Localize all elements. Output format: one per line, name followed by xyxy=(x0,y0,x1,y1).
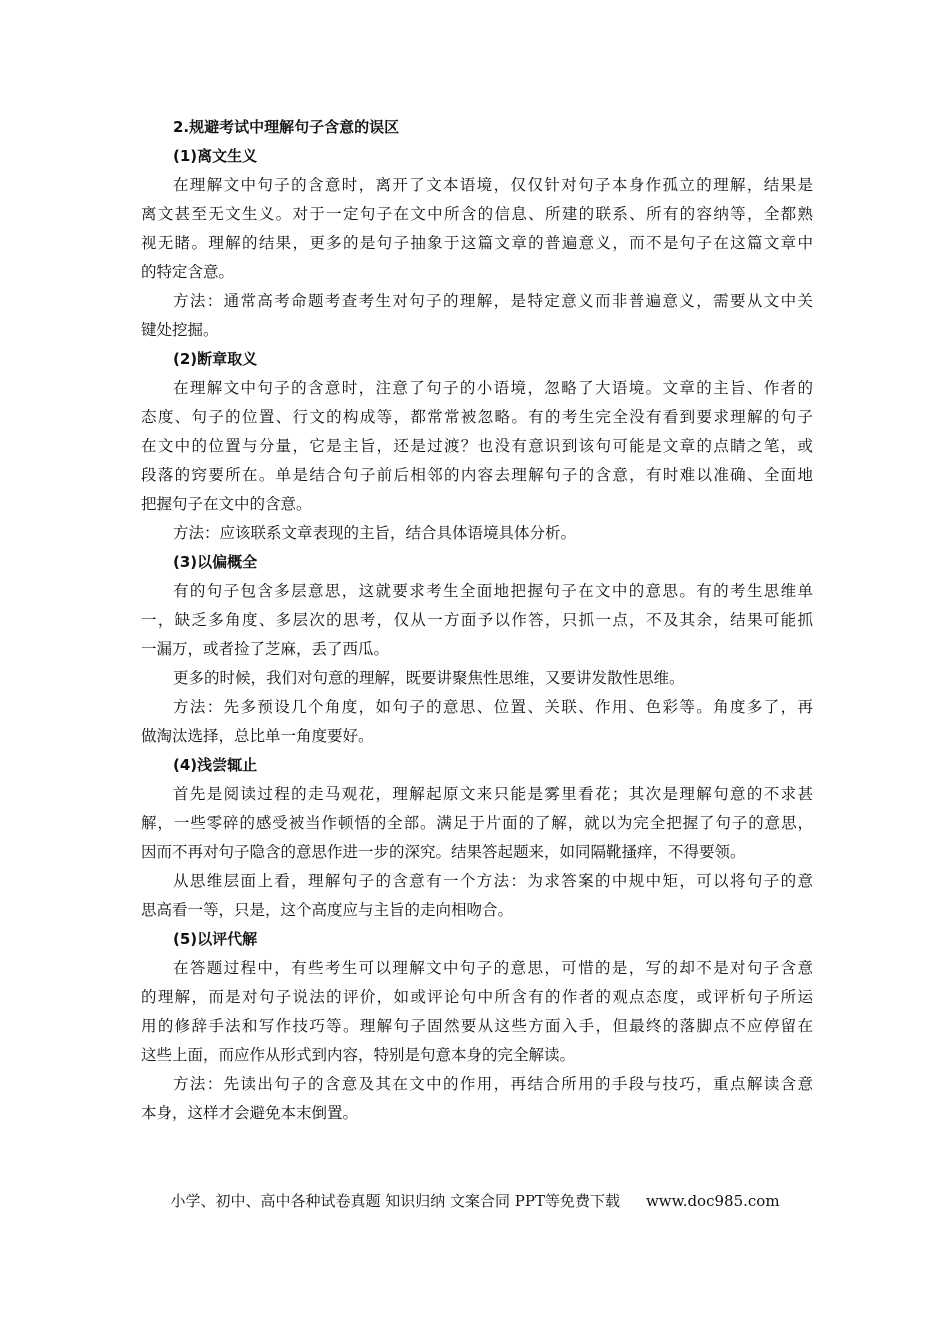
paragraph-line: 思高看一等，只是，这个高度应与主旨的走向相吻合。 xyxy=(141,901,514,919)
paragraph-line: 做淘汰选择，总比单一角度要好。 xyxy=(141,727,374,745)
section-heading: (2)断章取义 xyxy=(173,350,258,368)
paragraph-line: 在理解文中句子的含意时，离开了文本语境，仅仅针对句子本身作孤立的理解，结果是 xyxy=(173,176,813,194)
paragraph-line: 方法：应该联系文章表现的主旨，结合具体语境具体分析。 xyxy=(173,524,577,542)
paragraph-line: 有的句子包含多层意思，这就要求考生全面地把握句子在文中的意思。有的考生思维单 xyxy=(173,582,813,600)
page-footer xyxy=(0,1190,950,1212)
paragraph-line: 这些上面，而应作从形式到内容，特别是句意本身的完全解读。 xyxy=(141,1046,576,1064)
paragraph-line: 的理解，而是对句子说法的评价，如或评论句中所含有的作者的观点态度，或评析句子所运 xyxy=(141,988,813,1006)
section-title: 2.规避考试中理解句子含意的误区 xyxy=(173,118,400,136)
paragraph-line: 更多的时候，我们对句意的理解，既要讲聚焦性思维，又要讲发散性思维。 xyxy=(173,669,685,687)
paragraph-line: 用的修辞手法和写作技巧等。理解句子固然要从这些方面入手，但最终的落脚点不应停留在 xyxy=(141,1017,813,1035)
paragraph-line: 首先是阅读过程的走马观花，理解起原文来只能是雾里看花；其次是理解句意的不求甚 xyxy=(173,785,813,803)
paragraph-line: 从思维层面上看，理解句子的含意有一个方法：为求答案的中规中矩，可以将句子的意 xyxy=(173,872,813,890)
paragraph-line: 视无睹。理解的结果，更多的是句子抽象于这篇文章的普遍意义，而不是句子在这篇文章中 xyxy=(141,234,813,252)
paragraph-line: 在文中的位置与分量，它是主旨，还是过渡？也没有意识到该句可能是文章的点睛之笔，或 xyxy=(141,437,813,455)
paragraph-line: 的特定含意。 xyxy=(141,263,235,281)
paragraph-line: 在理解文中句子的含意时，注意了句子的小语境，忽略了大语境。文章的主旨、作者的 xyxy=(173,379,813,397)
paragraph-line: 一，缺乏多角度、多层次的思考，仅从一方面予以作答，只抓一点，不及其余，结果可能抓 xyxy=(141,611,813,629)
paragraph-line: 态度、句子的位置、行文的构成等，都常常被忽略。有的考生完全没有看到要求理解的句子 xyxy=(141,408,813,426)
paragraph-line: 方法：先读出句子的含意及其在文中的作用，再结合所用的手段与技巧，重点解读含意 xyxy=(173,1075,813,1093)
paragraph-line: 键处挖掘。 xyxy=(141,321,219,339)
paragraph-line: 因而不再对句子隐含的意思作进一步的深究。结果答起题来，如同隔靴搔痒，不得要领。 xyxy=(141,843,746,861)
footer-url: www.doc985.com xyxy=(645,1192,780,1210)
document-body xyxy=(141,113,813,1128)
paragraph-line: 解，一些零碎的感受被当作顿悟的全部。满足于片面的了解，就以为完全把握了句子的意思， xyxy=(141,814,813,832)
section-heading: (5)以评代解 xyxy=(173,930,258,948)
section-heading: (3)以偏概全 xyxy=(173,553,258,571)
paragraph-line: 本身，这样才会避免本末倒置。 xyxy=(141,1104,359,1122)
paragraph-line: 离文甚至无文生义。对于一定句子在文中所含的信息、所建的联系、所有的容纳等，全都熟 xyxy=(141,205,813,223)
footer-text: 小学、初中、高中各种试卷真题 知识归纳 文案合同 PPT等免费下载 xyxy=(170,1192,620,1210)
paragraph-line: 把握句子在文中的含意。 xyxy=(141,495,312,513)
paragraph-line: 在答题过程中，有些考生可以理解文中句子的意思，可惜的是，写的却不是对句子含意 xyxy=(173,959,813,977)
paragraph-line: 方法：通常高考命题考查考生对句子的理解，是特定意义而非普遍意义，需要从文中关 xyxy=(173,292,813,310)
paragraph-line: 方法：先多预设几个角度，如句子的意思、位置、关联、作用、色彩等。角度多了，再 xyxy=(173,698,813,716)
section-heading: (1)离文生义 xyxy=(173,147,258,165)
section-heading: (4)浅尝辄止 xyxy=(173,756,258,774)
paragraph-line: 一漏万，或者捡了芝麻，丢了西瓜。 xyxy=(141,640,390,658)
paragraph-line: 段落的窍要所在。单是结合句子前后相邻的内容去理解句子的含意，有时难以准确、全面地 xyxy=(141,466,813,484)
